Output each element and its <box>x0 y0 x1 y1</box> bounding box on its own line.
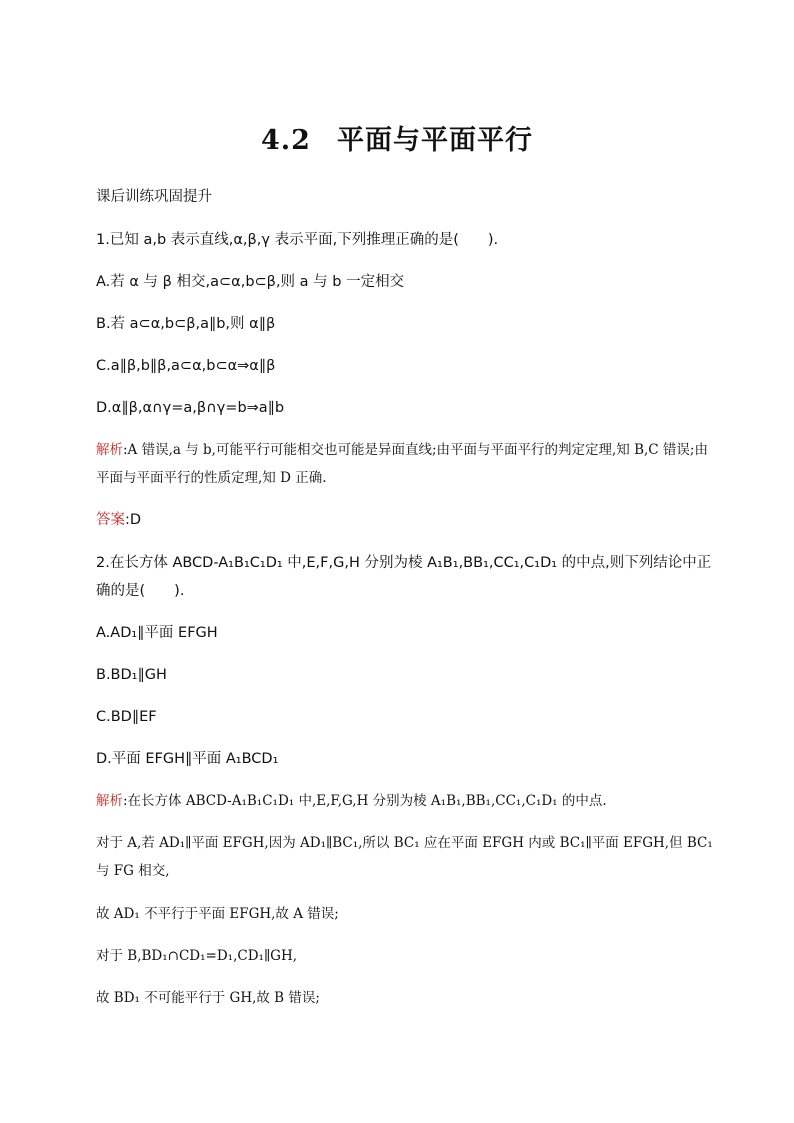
q1-option-d: D.α∥β,α∩γ=a,β∩γ=b⇒a∥b <box>96 400 285 416</box>
q1-answer <box>96 508 716 532</box>
q2-analysis-line: 故 BD₁ 不可能平行于 GH,故 B 错误; <box>96 990 320 1006</box>
analysis-label: 解析 <box>96 793 123 809</box>
q2-analysis-line: 故 AD₁ 不平行于平面 EFGH,故 A 错误; <box>96 906 339 922</box>
q1-option-b: B.若 a⊂α,b⊂β,a∥b,则 α∥β <box>96 316 276 332</box>
section-heading: 课后训练巩固提升 <box>96 189 212 205</box>
q2-analysis-first <box>96 789 716 813</box>
q2-analysis-line: 对于 B,BD₁∩CD₁=D₁,CD₁∥GH, <box>96 948 298 964</box>
q2-option-b: B.BD₁∥GH <box>96 667 167 683</box>
q1-stem: 1.已知 a,b 表示直线,α,β,γ 表示平面,下列推理正确的是( ). <box>96 232 499 248</box>
analysis-text: :A 错误,a 与 b,可能平行可能相交也可能是异面直线;由平面与平面平行的判定定理,知 B,C 错误;由平面与平面平行的性质定理,知 D 正确. <box>96 442 708 486</box>
title-text: 平面与平面平行 <box>336 125 533 156</box>
q2-analysis-line: 对于 A,若 AD₁∥平面 EFGH,因为 AD₁∥BC₁,所以 BC₁ 应在平面 EFGH 内或 BC₁∥平面 EFGH,但 BC₁ 与 FG 相交, <box>96 835 713 879</box>
answer-label: 答案 <box>96 512 125 528</box>
q1-analysis <box>96 436 716 492</box>
q1-option-a: A.若 α 与 β 相交,a⊂α,b⊂β,则 a 与 b 一定相交 <box>96 274 405 290</box>
answer-value: :D <box>125 512 142 528</box>
page-title <box>0 118 794 157</box>
q1-option-c: C.a∥β,b∥β,a⊂α,b⊂α⇒α∥β <box>96 358 276 374</box>
q2-option-d: D.平面 EFGH∥平面 A₁BCD₁ <box>96 751 279 767</box>
analysis-label: 解析 <box>96 442 123 458</box>
q2-option-c: C.BD∥EF <box>96 709 157 725</box>
q2-option-a: A.AD₁∥平面 EFGH <box>96 625 218 641</box>
section-number: 4.2 <box>261 125 311 156</box>
analysis-line: :在长方体 ABCD-A₁B₁C₁D₁ 中,E,F,G,H 分别为棱 A₁B₁,BB₁,CC₁,C₁D₁ 的中点. <box>123 793 607 809</box>
q2-stem: 2.在长方体 ABCD-A₁B₁C₁D₁ 中,E,F,G,H 分别为棱 A₁B₁,BB₁,CC₁,C₁D₁ 的中点,则下列结论中正确的是( ). <box>96 555 712 599</box>
